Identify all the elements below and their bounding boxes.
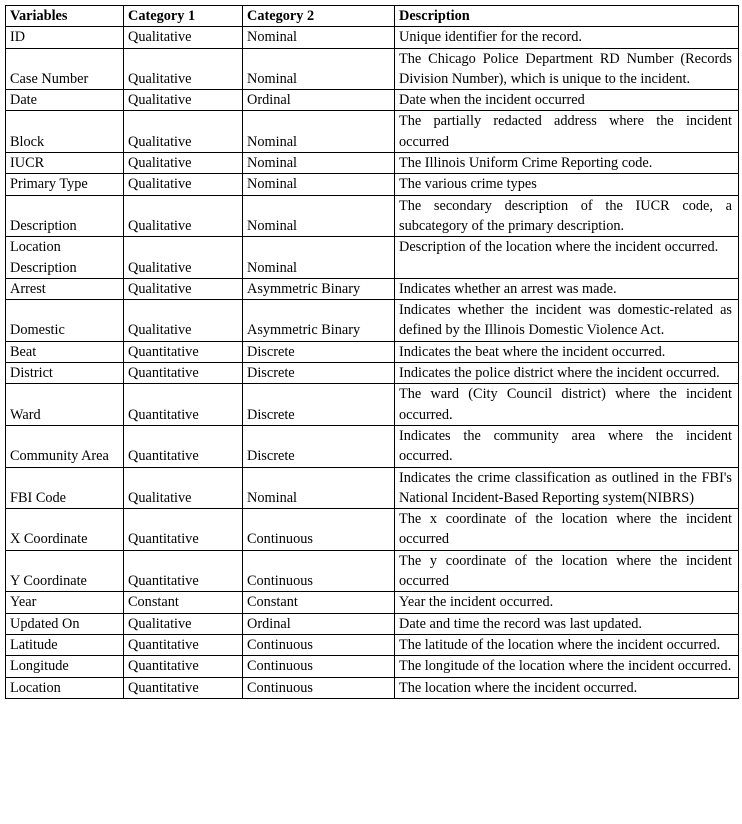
table-row bbox=[6, 425, 739, 467]
category-1-cell: Quantitative bbox=[124, 634, 243, 655]
variable-cell: Y Coordinate bbox=[6, 550, 124, 592]
description-cell: Date when the incident occurred bbox=[395, 90, 739, 111]
variable-cell: IUCR bbox=[6, 153, 124, 174]
category-2-cell: Ordinal bbox=[243, 90, 395, 111]
variable-cell: Longitude bbox=[6, 656, 124, 677]
description-cell: The Illinois Uniform Crime Reporting code. bbox=[395, 153, 739, 174]
category-1-cell: Quantitative bbox=[124, 425, 243, 467]
header-row bbox=[6, 6, 739, 27]
table-row bbox=[6, 174, 739, 195]
description-cell: The x coordinate of the location where the incident occurred bbox=[395, 509, 739, 551]
category-1-cell: Qualitative bbox=[124, 174, 243, 195]
category-2-cell: Nominal bbox=[243, 111, 395, 153]
description-cell: Date and time the record was last updated. bbox=[395, 613, 739, 634]
variable-cell: Primary Type bbox=[6, 174, 124, 195]
description-cell: The partially redacted address where the incident occurred bbox=[395, 111, 739, 153]
description-cell: Indicates the beat where the incident occurred. bbox=[395, 341, 739, 362]
category-2-cell: Nominal bbox=[243, 467, 395, 509]
category-2-cell: Constant bbox=[243, 592, 395, 613]
table-row bbox=[6, 592, 739, 613]
header-category-2: Category 2 bbox=[243, 6, 395, 27]
table-row bbox=[6, 656, 739, 677]
table-row bbox=[6, 341, 739, 362]
category-1-cell: Qualitative bbox=[124, 153, 243, 174]
category-1-cell: Qualitative bbox=[124, 300, 243, 342]
category-1-cell: Constant bbox=[124, 592, 243, 613]
category-2-cell: Nominal bbox=[243, 174, 395, 195]
category-2-cell: Continuous bbox=[243, 656, 395, 677]
category-2-cell: Nominal bbox=[243, 48, 395, 90]
header-description: Description bbox=[395, 6, 739, 27]
category-1-cell: Quantitative bbox=[124, 363, 243, 384]
description-cell: The location where the incident occurred. bbox=[395, 677, 739, 698]
category-1-cell: Qualitative bbox=[124, 27, 243, 48]
category-1-cell: Quantitative bbox=[124, 656, 243, 677]
description-cell: Indicates the police district where the incident occurred. bbox=[395, 363, 739, 384]
table-row bbox=[6, 111, 739, 153]
category-1-cell: Qualitative bbox=[124, 613, 243, 634]
description-cell: The various crime types bbox=[395, 174, 739, 195]
table-row bbox=[6, 153, 739, 174]
description-cell: Indicates the crime classification as outlined in the FBI's National Incident-Based Reporting system(NIBRS) bbox=[395, 467, 739, 509]
table-body bbox=[6, 27, 739, 699]
category-1-cell: Quantitative bbox=[124, 384, 243, 426]
category-1-cell: Quantitative bbox=[124, 341, 243, 362]
table-row bbox=[6, 300, 739, 342]
table-row bbox=[6, 550, 739, 592]
description-cell: The longitude of the location where the incident occurred. bbox=[395, 656, 739, 677]
table-row bbox=[6, 48, 739, 90]
description-cell: Description of the location where the incident occurred. bbox=[395, 237, 739, 279]
table-row bbox=[6, 237, 739, 279]
description-cell: Indicates whether the incident was domestic-related as defined by the Illinois Domestic Violence Act. bbox=[395, 300, 739, 342]
variable-cell: Updated On bbox=[6, 613, 124, 634]
variable-cell: Description bbox=[6, 195, 124, 237]
table-row bbox=[6, 613, 739, 634]
category-2-cell: Discrete bbox=[243, 425, 395, 467]
description-cell: The ward (City Council district) where the incident occurred. bbox=[395, 384, 739, 426]
category-2-cell: Nominal bbox=[243, 153, 395, 174]
variable-cell: Community Area bbox=[6, 425, 124, 467]
variable-cell: Location bbox=[6, 677, 124, 698]
category-2-cell: Continuous bbox=[243, 677, 395, 698]
table-row bbox=[6, 278, 739, 299]
category-1-cell: Qualitative bbox=[124, 111, 243, 153]
category-2-cell: Nominal bbox=[243, 195, 395, 237]
description-cell: Indicates whether an arrest was made. bbox=[395, 278, 739, 299]
category-2-cell: Ordinal bbox=[243, 613, 395, 634]
description-cell: The latitude of the location where the incident occurred. bbox=[395, 634, 739, 655]
variable-cell: Location Description bbox=[6, 237, 124, 279]
table-row bbox=[6, 634, 739, 655]
variable-cell: Year bbox=[6, 592, 124, 613]
category-2-cell: Continuous bbox=[243, 550, 395, 592]
header-variables: Variables bbox=[6, 6, 124, 27]
category-2-cell: Nominal bbox=[243, 27, 395, 48]
table-header bbox=[6, 6, 739, 27]
category-1-cell: Qualitative bbox=[124, 90, 243, 111]
variable-cell: Block bbox=[6, 111, 124, 153]
description-cell: The Chicago Police Department RD Number (Records Division Number), which is unique to the incident. bbox=[395, 48, 739, 90]
category-1-cell: Qualitative bbox=[124, 195, 243, 237]
category-1-cell: Quantitative bbox=[124, 550, 243, 592]
category-2-cell: Discrete bbox=[243, 384, 395, 426]
table-row bbox=[6, 384, 739, 426]
header-category-1: Category 1 bbox=[124, 6, 243, 27]
category-1-cell: Qualitative bbox=[124, 278, 243, 299]
table-row bbox=[6, 363, 739, 384]
description-cell: Year the incident occurred. bbox=[395, 592, 739, 613]
variable-cell: X Coordinate bbox=[6, 509, 124, 551]
category-1-cell: Qualitative bbox=[124, 237, 243, 279]
variable-cell: Domestic bbox=[6, 300, 124, 342]
category-2-cell: Discrete bbox=[243, 341, 395, 362]
variable-cell: Ward bbox=[6, 384, 124, 426]
variable-cell: Case Number bbox=[6, 48, 124, 90]
table-row bbox=[6, 195, 739, 237]
table-row bbox=[6, 467, 739, 509]
variable-cell: Date bbox=[6, 90, 124, 111]
table-row bbox=[6, 677, 739, 698]
variable-cell: ID bbox=[6, 27, 124, 48]
category-1-cell: Qualitative bbox=[124, 467, 243, 509]
category-1-cell: Quantitative bbox=[124, 509, 243, 551]
category-2-cell: Asymmetric Binary bbox=[243, 300, 395, 342]
variable-cell: FBI Code bbox=[6, 467, 124, 509]
category-2-cell: Asymmetric Binary bbox=[243, 278, 395, 299]
variables-table bbox=[5, 5, 739, 699]
category-2-cell: Continuous bbox=[243, 634, 395, 655]
variables-table-container bbox=[5, 5, 738, 699]
category-1-cell: Qualitative bbox=[124, 48, 243, 90]
table-row bbox=[6, 90, 739, 111]
category-2-cell: Nominal bbox=[243, 237, 395, 279]
variable-cell: Arrest bbox=[6, 278, 124, 299]
table-row bbox=[6, 27, 739, 48]
category-1-cell: Quantitative bbox=[124, 677, 243, 698]
variable-cell: District bbox=[6, 363, 124, 384]
description-cell: The y coordinate of the location where the incident occurred bbox=[395, 550, 739, 592]
description-cell: The secondary description of the IUCR code, a subcategory of the primary description. bbox=[395, 195, 739, 237]
category-2-cell: Discrete bbox=[243, 363, 395, 384]
variable-cell: Beat bbox=[6, 341, 124, 362]
variable-cell: Latitude bbox=[6, 634, 124, 655]
description-cell: Indicates the community area where the incident occurred. bbox=[395, 425, 739, 467]
table-row bbox=[6, 509, 739, 551]
category-2-cell: Continuous bbox=[243, 509, 395, 551]
description-cell: Unique identifier for the record. bbox=[395, 27, 739, 48]
